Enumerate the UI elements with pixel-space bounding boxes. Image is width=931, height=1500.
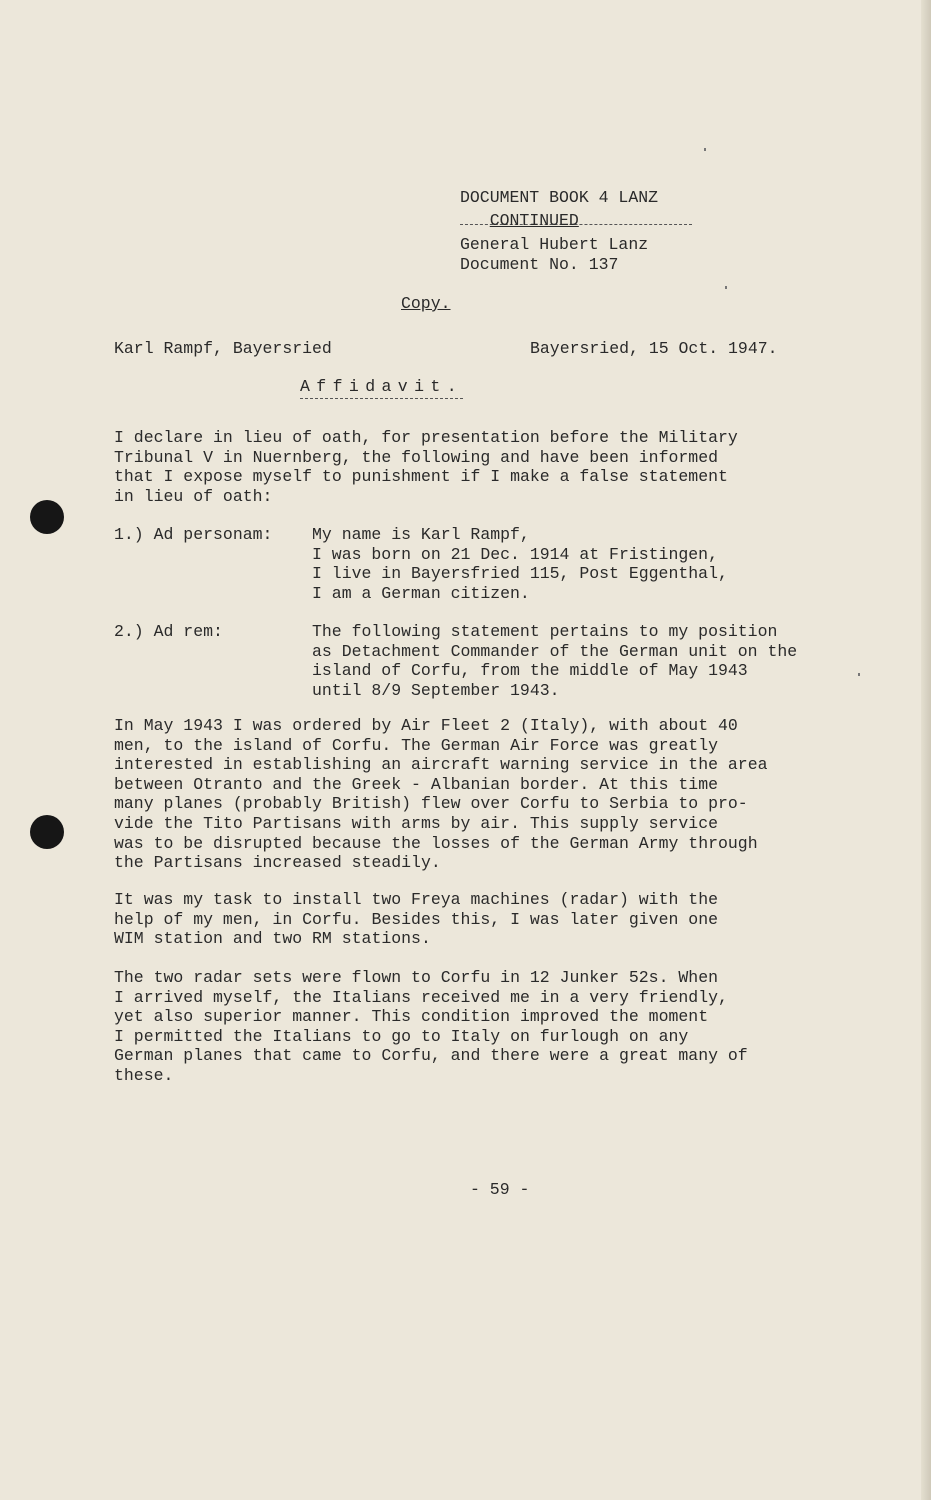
- punch-hole-bottom: [30, 815, 64, 849]
- paper-edge: [921, 0, 931, 1500]
- paper-speck: [725, 286, 727, 289]
- continued-label: [460, 211, 700, 231]
- affidavit-title: Affidavit.: [300, 377, 463, 399]
- document-header: [460, 188, 700, 274]
- item-label-personam: 1.) Ad personam:: [114, 525, 273, 544]
- defendant-name: General Hubert Lanz: [460, 235, 649, 255]
- paper-speck: [858, 673, 860, 676]
- continued-text: CONTINUED: [489, 210, 579, 230]
- body-paragraph-2: It was my task to install two Freya machines (radar) with the help of my men, in Corfu. Besides this, I was later given one WIM station and two RM stations.: [114, 890, 718, 949]
- document-book-title: DOCUMENT BOOK 4 LANZ: [460, 188, 659, 207]
- punch-hole-top: [30, 500, 64, 534]
- body-paragraph-1: In May 1943 I was ordered by Air Fleet 2 (Italy), with about 40 men, to the island of Corfu. The German Air Force was greatly interested in establishing an aircraft warning service in the area between Otranto and the Greek - Albanian border. At this time many planes (probably British) flew over Corfu to Serbia to pro- vide the Tito Partisans with arms by air. This supply service was to be disrupted because the losses of the German Army through the Partisans increased steadily.: [114, 716, 768, 873]
- item-label-rem: 2.) Ad rem:: [114, 622, 223, 641]
- page-number: - 59 -: [470, 1180, 530, 1199]
- paper-speck: [704, 148, 706, 151]
- document-number: Document No. 137: [460, 254, 619, 274]
- place-date-line: Bayersried, 15 Oct. 1947.: [530, 339, 778, 358]
- item-text-personam: My name is Karl Rampf, I was born on 21 Dec. 1914 at Fristingen, I live in Bayersfried 115, Post Eggenthal, I am a German citizen.: [312, 525, 728, 603]
- intro-paragraph: I declare in lieu of oath, for presentation before the Military Tribunal V in Nuernberg, the following and have been informed that I expose myself to punishment if I make a false statement in lieu of oath:: [114, 428, 738, 506]
- sender-line: Karl Rampf, Bayersried: [114, 339, 332, 358]
- item-text-rem: The following statement pertains to my position as Detachment Commander of the German unit on the island of Corfu, from the middle of May 1943 until 8/9 September 1943.: [312, 622, 798, 700]
- body-paragraph-3: The two radar sets were flown to Corfu in 12 Junker 52s. When I arrived myself, the Italians received me in a very friendly, yet also superior manner. This condition improved the moment I permitted the Italians to go to Italy on furlough on any German planes that came to Corfu, and there were a great many of these.: [114, 968, 748, 1085]
- copy-label: Copy.: [401, 294, 451, 313]
